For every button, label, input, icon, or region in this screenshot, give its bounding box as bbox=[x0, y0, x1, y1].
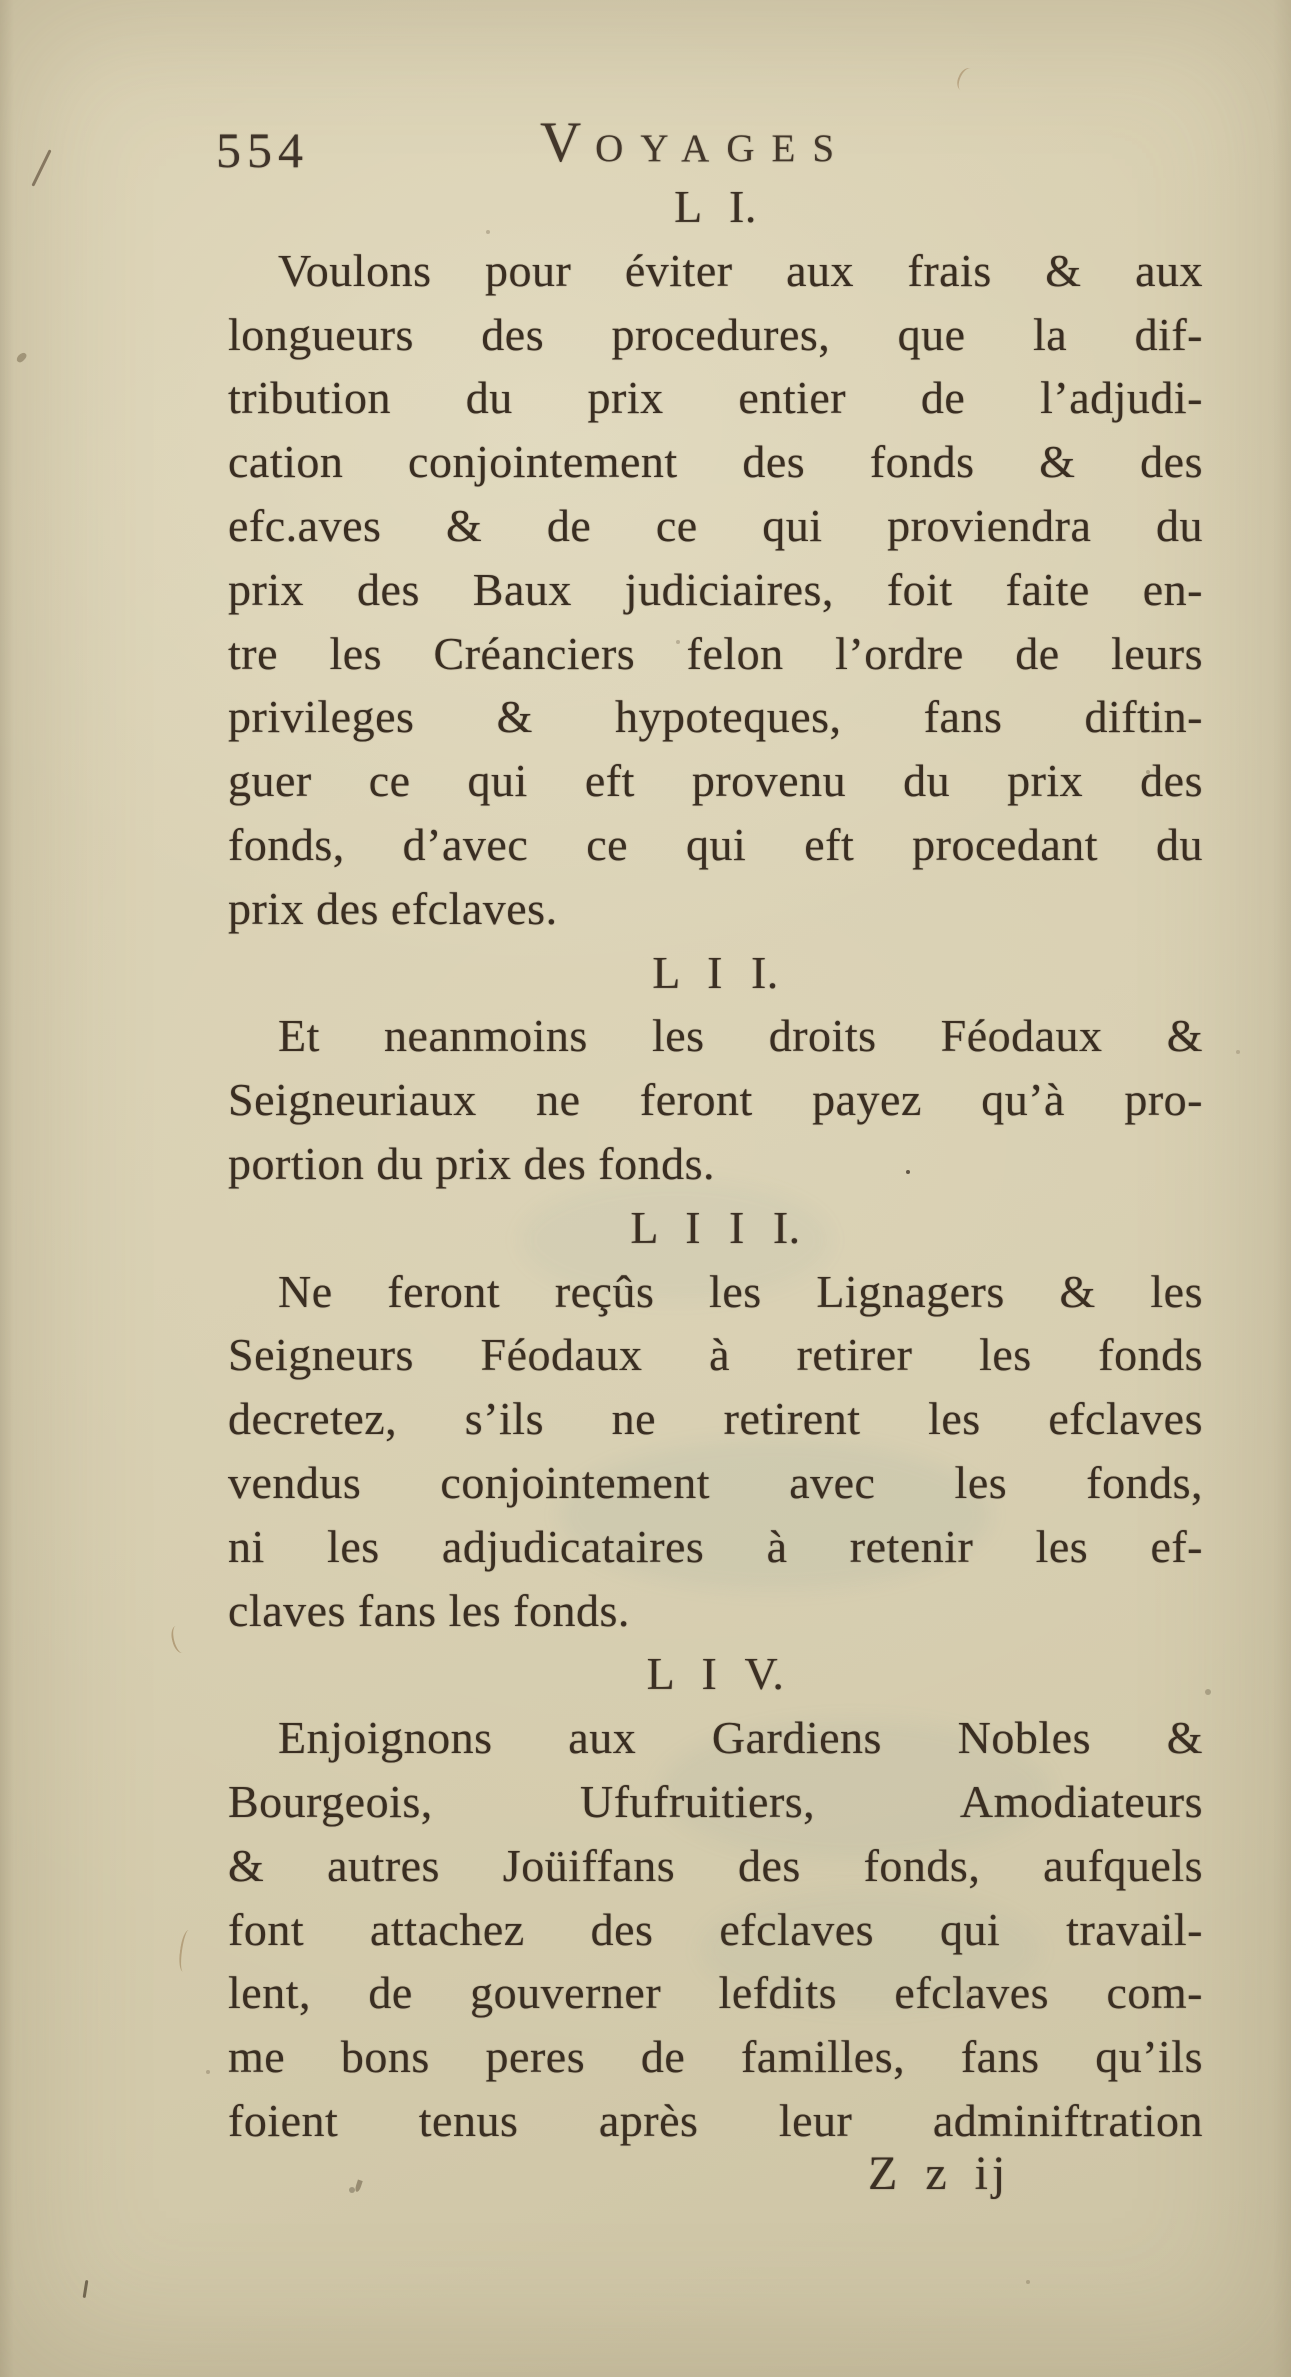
paper-fiber bbox=[177, 1929, 197, 1973]
text-line: prix des efclaves. bbox=[228, 882, 558, 934]
article-heading: L I. bbox=[674, 181, 757, 232]
paper-fiber bbox=[954, 65, 980, 94]
text-line: vendus conjointement avec les fonds, bbox=[228, 1456, 1203, 1508]
text-line: me bons peres de familles, fans qu’ils bbox=[228, 2031, 1203, 2083]
text-line: lent, de gouverner lefdits efclaves com- bbox=[228, 1967, 1203, 2019]
page-number: 554 bbox=[216, 122, 309, 178]
article-53 bbox=[228, 1196, 1203, 1643]
article-52 bbox=[228, 941, 1203, 1196]
text-line: Seigneurs Féodaux à retirer les fonds bbox=[228, 1329, 1203, 1381]
text-line: Seigneuriaux ne feront payez qu’à pro- bbox=[228, 1074, 1203, 1126]
ink-stroke-blemish bbox=[31, 149, 51, 186]
text-line: prix des Baux judiciaires, foit faite en- bbox=[228, 563, 1203, 615]
text-line: & autres Joüiffans des fonds, aufquels bbox=[228, 1839, 1203, 1891]
text-line: tribution du prix entier de l’adjudi- bbox=[228, 372, 1203, 424]
ink-speck bbox=[354, 2180, 362, 2193]
text-line: tre les Créanciers felon l’ordre de leurs bbox=[228, 627, 1203, 679]
text-line: foient tenus après leur adminiftration bbox=[228, 2094, 1203, 2146]
article-heading: L I I. bbox=[652, 946, 779, 998]
text-line: Ne feront reçûs les Lignagers & les bbox=[278, 1265, 1203, 1317]
text-line: decretez, s’ils ne retirent les efclaves bbox=[228, 1393, 1203, 1445]
text-line: guer ce qui eft provenu du prix des bbox=[228, 755, 1203, 807]
article-heading: L I I I. bbox=[630, 1201, 801, 1253]
text-line: Voulons pour éviter aux frais & aux bbox=[278, 244, 1203, 296]
article-heading: L I V. bbox=[646, 1648, 785, 1700]
text-line: portion du prix des fonds. bbox=[228, 1137, 716, 1189]
text-line: privileges & hypoteques, fans diftin- bbox=[228, 691, 1203, 743]
article-51 bbox=[228, 175, 1203, 941]
text-line: cation conjointement des fonds & des bbox=[228, 436, 1203, 488]
text-line: Bourgeois, Ufufruitiers, Amodiateurs bbox=[228, 1775, 1203, 1827]
article-54 bbox=[228, 1642, 1203, 2152]
paper-fiber bbox=[169, 1623, 192, 1654]
text-line: Et neanmoins les droits Féodaux & bbox=[278, 1010, 1203, 1062]
text-line: fonds, d’avec ce qui eft procedant du bbox=[228, 818, 1203, 870]
text-line: Enjoignons aux Gardiens Nobles & bbox=[278, 1712, 1203, 1764]
text-column bbox=[228, 175, 1203, 2153]
text-line: claves fans les fonds. bbox=[228, 1584, 630, 1636]
ink-tick-blemish bbox=[83, 2280, 89, 2298]
text-line: efc.aves & de ce qui proviendra du bbox=[228, 499, 1203, 551]
text-line: ni les adjudicataires à retenir les ef- bbox=[228, 1520, 1203, 1572]
running-title: VOYAGES bbox=[540, 111, 852, 174]
signature-mark: Z z ij bbox=[868, 2147, 1010, 2200]
text-line: font attachez des efclaves qui travail- bbox=[228, 1903, 1203, 1955]
text-line: longueurs des procedures, que la dif- bbox=[228, 308, 1203, 360]
paper-fleck bbox=[15, 351, 28, 364]
